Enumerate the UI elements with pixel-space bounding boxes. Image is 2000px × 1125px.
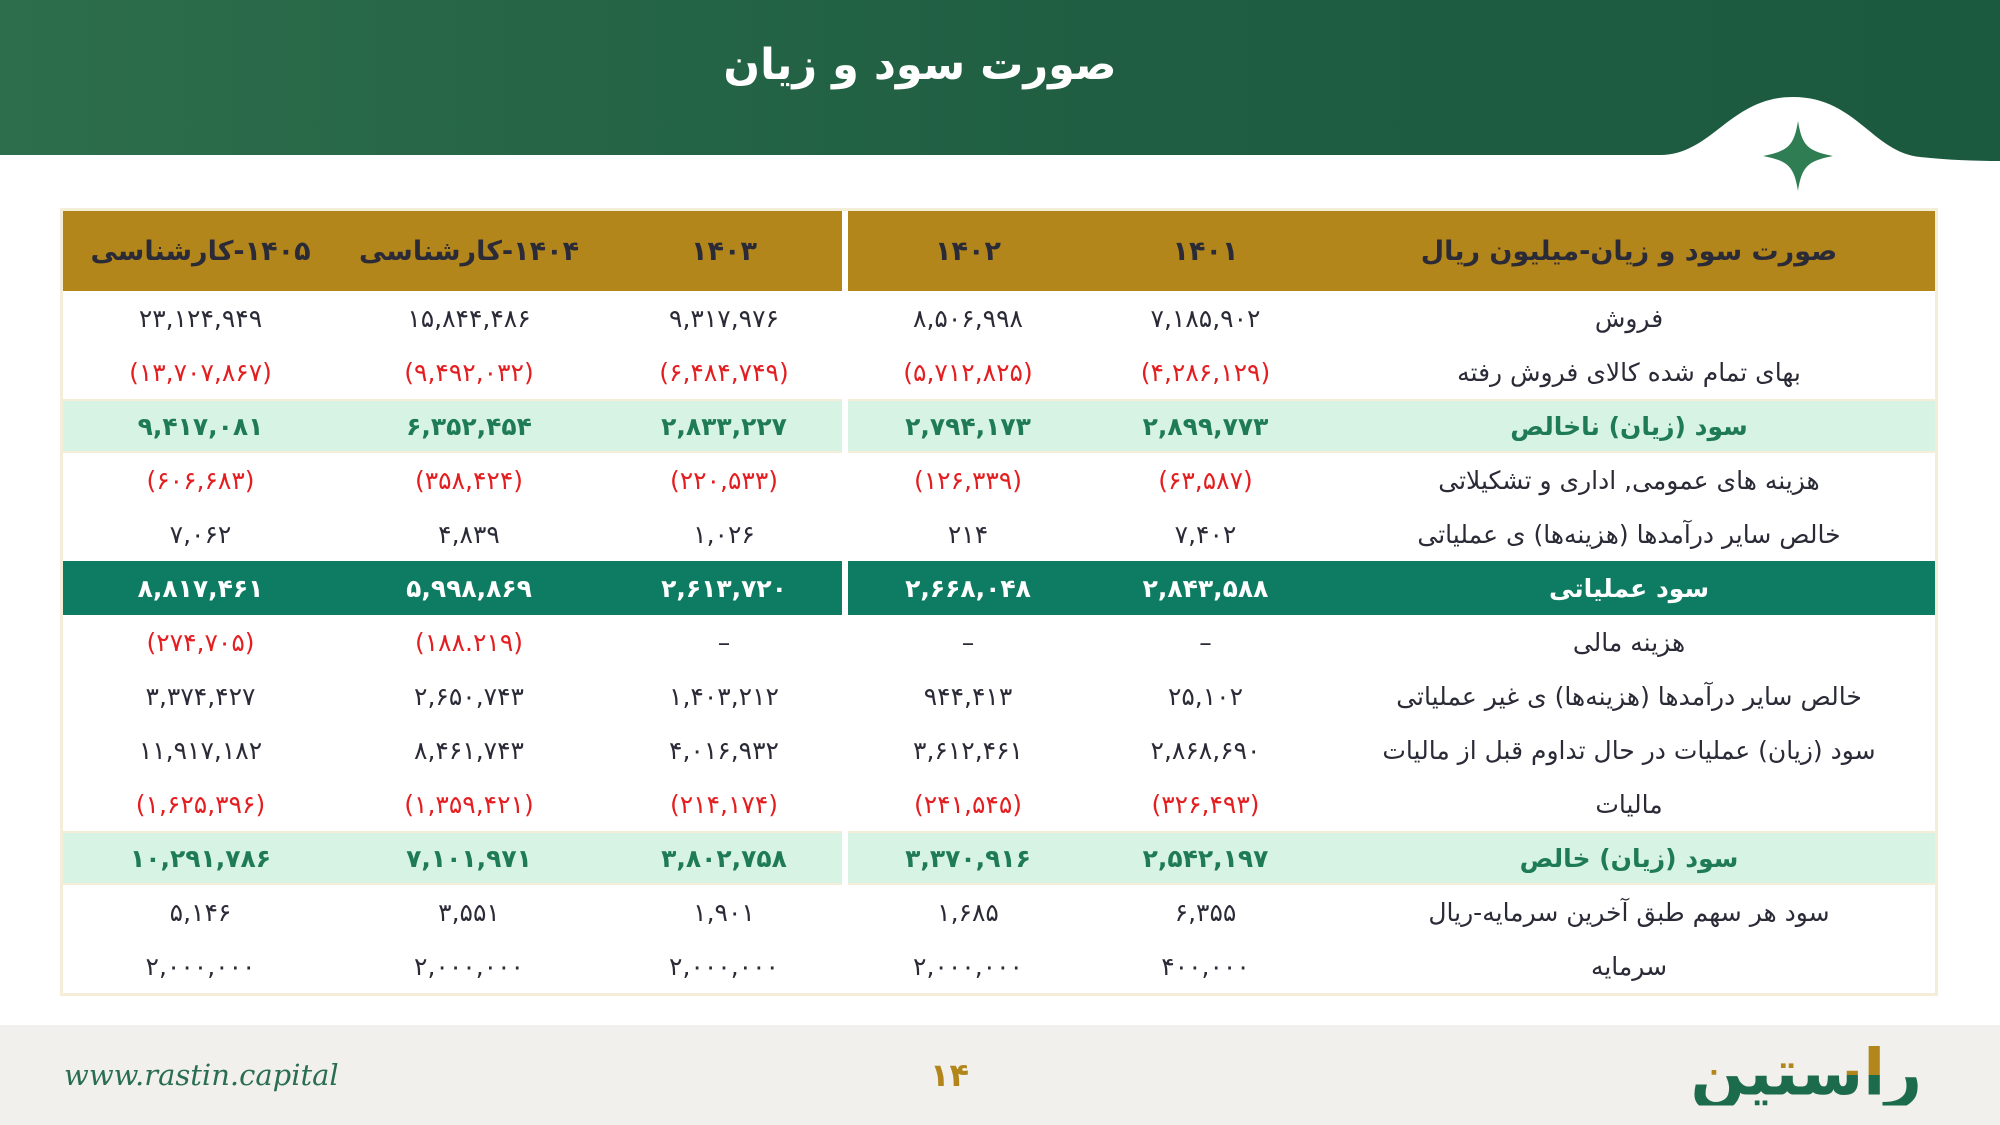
- value-cell: ۳,۵۵۱: [438, 897, 500, 927]
- table-row: [63, 723, 1935, 777]
- value-cell: ۴,۰۱۶,۹۳۲: [669, 735, 779, 765]
- value-cell: ۲,۸۳۳,۲۲۷: [661, 411, 787, 441]
- value-cell: ۶,۳۵۲,۴۵۴: [406, 411, 532, 441]
- column-header-label: صورت سود و زیان-میلیون ریال: [1420, 235, 1838, 267]
- value-cell: (۴,۲۸۶,۱۲۹): [1140, 357, 1271, 387]
- column-divider: [842, 211, 848, 993]
- value-cell: ۵,۹۹۸,۸۶۹: [406, 573, 532, 603]
- value-cell: ۲۱۴: [947, 519, 989, 549]
- value-cell: (۲۲۰,۵۳۳): [669, 465, 779, 495]
- table-row: [63, 669, 1935, 723]
- value-cell: ۶,۳۵۵: [1174, 897, 1237, 927]
- value-cell: ۱,۹۰۱: [693, 897, 755, 927]
- value-cell: ۲,۶۱۳,۷۲۰: [661, 573, 787, 603]
- table-row: [63, 399, 1935, 453]
- header-wave: [0, 0, 2000, 215]
- table-row: [63, 939, 1935, 993]
- table-row: [63, 453, 1935, 507]
- row-label: هزینه مالی: [1572, 627, 1686, 657]
- row-label: فروش: [1594, 303, 1664, 333]
- value-cell: ۲,۸۴۳,۵۸۸: [1142, 573, 1269, 603]
- value-cell: (۲۷۴,۷۰۵): [146, 627, 255, 657]
- value-cell: ۷,۴۰۲: [1174, 519, 1237, 549]
- value-cell: ۸,۵۰۶,۹۹۸: [913, 303, 1023, 333]
- value-cell: (۱,۳۵۹,۴۲۱): [404, 789, 534, 819]
- value-cell: ۷,۰۶۲: [169, 519, 232, 549]
- row-label: بهای تمام شده کالای فروش رفته: [1457, 357, 1801, 387]
- value-cell: (۲۴۱,۵۴۵): [913, 789, 1023, 819]
- value-cell: (۵,۷۱۲,۸۲۵): [903, 357, 1033, 387]
- column-header-year: ۱۴۰۲: [935, 235, 1001, 267]
- value-cell: ۱,۴۰۳,۲۱۲: [669, 681, 779, 711]
- table-row: [63, 561, 1935, 615]
- value-cell: ۲,۶۶۸,۰۴۸: [905, 573, 1031, 603]
- value-cell: ۲,۰۰۰,۰۰۰: [145, 951, 256, 981]
- column-header-year: ۱۴۰۵-کارشناسی: [90, 235, 311, 267]
- row-label: هزینه های عمومی, اداری و تشکیلاتی: [1438, 465, 1820, 495]
- value-cell: ۳,۳۷۰,۹۱۶: [905, 843, 1031, 873]
- value-cell: ۲,۷۹۴,۱۷۳: [905, 411, 1031, 441]
- row-label: سود (زیان) خالص: [1519, 843, 1739, 873]
- value-cell: ۴,۸۳۹: [438, 519, 500, 549]
- table-row: [63, 885, 1935, 939]
- row-label: خالص سایر درآمدها (هزینه‌ها) ی عملیاتی: [1417, 519, 1841, 549]
- value-cell: ۳,۸۰۲,۷۵۸: [661, 843, 787, 873]
- value-cell: (۳۲۶,۴۹۳): [1151, 789, 1260, 819]
- value-cell: ۷,۱۸۵,۹۰۲: [1150, 303, 1261, 333]
- page-title: صورت سود و زیان: [723, 40, 1117, 90]
- value-cell: ۸,۸۱۷,۴۶۱: [137, 573, 264, 603]
- row-label: سود هر سهم طبق آخرین سرمایه-ریال: [1428, 897, 1830, 927]
- footer: [0, 1025, 2000, 1125]
- row-label: سود (زیان) ناخالص: [1510, 411, 1748, 441]
- row-label: سود عملیاتی: [1548, 573, 1710, 603]
- row-label: مالیات: [1595, 789, 1663, 819]
- value-cell: ۹,۳۱۷,۹۷۶: [669, 303, 779, 333]
- value-cell: ۲,۵۴۲,۱۹۷: [1142, 843, 1269, 873]
- value-cell: ۹۴۴,۴۱۳: [923, 681, 1013, 711]
- website-link[interactable]: www.rastin.capital: [64, 1058, 339, 1092]
- value-cell: (۶۳,۵۸۷): [1158, 465, 1253, 495]
- value-cell: ۲,۶۵۰,۷۴۳: [414, 681, 524, 711]
- value-cell: ۸,۴۶۱,۷۴۳: [414, 735, 524, 765]
- value-cell: ۵,۱۴۶: [169, 897, 232, 927]
- value-cell: ۲,۰۰۰,۰۰۰: [669, 951, 779, 981]
- value-cell: ۲,۰۰۰,۰۰۰: [913, 951, 1023, 981]
- column-header-year: ۱۴۰۴-کارشناسی: [358, 235, 580, 267]
- table-row: [63, 507, 1935, 561]
- value-cell: ۹,۴۱۷,۰۸۱: [137, 411, 264, 441]
- value-cell: ۲,۰۰۰,۰۰۰: [414, 951, 524, 981]
- value-cell: –: [717, 627, 731, 657]
- value-cell: ۲۵,۱۰۲: [1167, 681, 1244, 711]
- table-row: [63, 291, 1935, 345]
- value-cell: ۱۰,۲۹۱,۷۸۶: [129, 843, 272, 873]
- value-cell: ۲,۸۹۹,۷۷۳: [1142, 411, 1269, 441]
- value-cell: (۱۸۸.۲۱۹): [414, 627, 524, 657]
- value-cell: ۴۰۰,۰۰۰: [1161, 951, 1250, 981]
- value-cell: ۲,۸۶۸,۶۹۰: [1150, 735, 1261, 765]
- value-cell: ۳,۳۷۴,۴۲۷: [145, 681, 256, 711]
- value-cell: ۷,۱۰۱,۹۷۱: [406, 843, 532, 873]
- column-header-year: ۱۴۰۱: [1172, 235, 1239, 267]
- value-cell: ۳,۶۱۲,۴۶۱: [913, 735, 1023, 765]
- value-cell: (۶,۴۸۴,۷۴۹): [659, 357, 789, 387]
- value-cell: –: [961, 627, 975, 657]
- value-cell: (۱۳,۷۰۷,۸۶۷): [129, 357, 272, 387]
- row-label: سرمایه: [1590, 951, 1668, 981]
- value-cell: ۲۳,۱۲۴,۹۴۹: [138, 303, 263, 333]
- page-number: ۱۴: [930, 1056, 970, 1094]
- row-label: خالص سایر درآمدها (هزینه‌ها) ی غیر عملیاتی: [1396, 681, 1862, 711]
- table-row: [63, 615, 1935, 669]
- value-cell: (۳۵۸,۴۲۴): [414, 465, 524, 495]
- value-cell: ۱,۶۸۵: [937, 897, 999, 927]
- rastin-logo: راستین: [1690, 1036, 1922, 1111]
- table-header-row: [63, 211, 1935, 291]
- table-row: [63, 345, 1935, 399]
- pnl-table: [60, 208, 1938, 996]
- column-header-year: ۱۴۰۳: [691, 235, 757, 267]
- header-banner: [0, 0, 2000, 215]
- value-cell: (۱,۶۲۵,۳۹۶): [135, 789, 266, 819]
- value-cell: ۱۵,۸۴۴,۴۸۶: [407, 303, 531, 333]
- value-cell: ۱,۰۲۶: [693, 519, 755, 549]
- value-cell: (۶۰۶,۶۸۳): [146, 465, 255, 495]
- sparkle-icon: [1763, 121, 1833, 191]
- row-label: سود (زیان) عملیات در حال تداوم قبل از مالیات: [1382, 735, 1876, 765]
- value-cell: (۱۲۶,۳۳۹): [913, 465, 1023, 495]
- value-cell: ۱۱,۹۱۷,۱۸۲: [138, 735, 263, 765]
- value-cell: (۹,۴۹۲,۰۳۲): [404, 357, 534, 387]
- value-cell: –: [1199, 627, 1212, 657]
- value-cell: (۲۱۴,۱۷۴): [669, 789, 779, 819]
- table-row: [63, 777, 1935, 831]
- table-row: [63, 831, 1935, 885]
